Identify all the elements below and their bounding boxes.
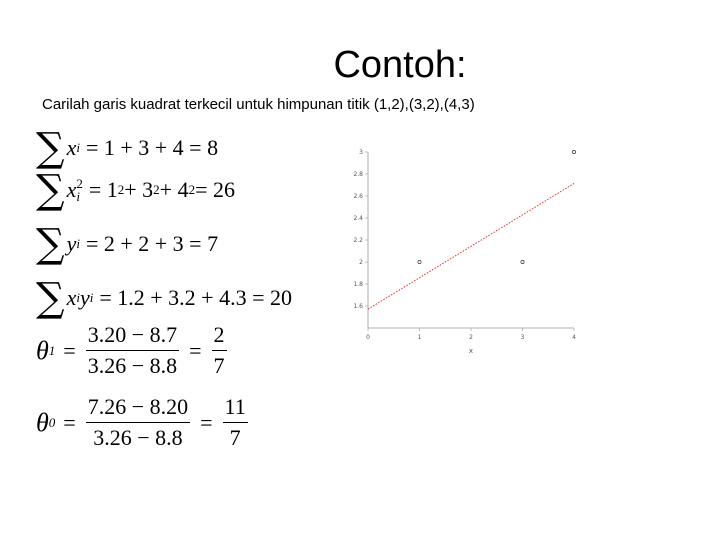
sigma-symbol: ∑ [36, 221, 65, 267]
formula-expr: = 2 + 2 + 3 = 7 [85, 231, 219, 256]
formula-sum-y [36, 221, 219, 267]
slide-title: Contoh: [333, 44, 467, 86]
fraction-numerator: 3.20 − 8.7 [86, 322, 179, 351]
formula-var: y [66, 231, 77, 256]
formula-sub: i [76, 140, 80, 155]
fraction [212, 322, 227, 379]
x-tick-label: 1 [417, 334, 422, 341]
formula-sum-x [36, 125, 219, 171]
fraction-denominator: 3.26 − 8.8 [87, 353, 178, 378]
formula-sum-xy [36, 275, 292, 321]
fraction-denominator: 3.26 − 8.8 [93, 425, 183, 450]
formula-sup: 2 [153, 182, 160, 197]
formula-expr: = 1 + 3 + 4 = 8 [85, 135, 219, 160]
y-tick-label: 2.2 [353, 237, 363, 244]
fraction-numerator: 2 [212, 322, 227, 351]
theta-symbol: θ [36, 407, 49, 437]
formula-var: x [66, 135, 77, 160]
regression-line [368, 183, 574, 309]
formula-expr: = 1 [88, 177, 118, 202]
formula-sub: i [89, 290, 94, 305]
formula-var: x [66, 177, 77, 202]
formula-sub: i [76, 189, 80, 204]
formula-sub: i [76, 290, 80, 305]
data-point [572, 150, 575, 153]
formula-expr: = 26 [195, 177, 236, 202]
sigma-symbol: ∑ [36, 125, 65, 171]
data-point [521, 260, 524, 263]
formula-var: y [79, 285, 90, 310]
x-tick-label: 4 [572, 334, 576, 341]
fraction-numerator: 7.26 − 8.20 [86, 394, 190, 423]
sigma-symbol: ∑ [36, 275, 65, 321]
fraction-numerator: 11 [223, 394, 248, 423]
formula-sup: 2 [117, 182, 125, 197]
fraction-denominator: 7 [213, 353, 225, 378]
theta-symbol: θ [36, 335, 49, 365]
formula-expr: + 3 [124, 177, 154, 202]
formula-var: x [66, 285, 77, 310]
formula-sum-x2 [36, 167, 236, 213]
data-point [418, 260, 421, 263]
slide-subtitle: Carilah garis kuadrat terkecil untuk himpunan titik (1,2),(3,2),(4,3) [42, 96, 475, 113]
formula-sup: 2 [76, 176, 83, 191]
formula-sub: i [76, 236, 80, 251]
y-tick-label: 1.6 [353, 303, 363, 310]
fraction [86, 322, 179, 379]
formula-sup: 2 [188, 182, 196, 197]
y-tick-label: 2.8 [353, 171, 363, 178]
scatter-chart [340, 140, 590, 360]
x-tick-label: 2 [469, 334, 473, 341]
x-axis-label: x [468, 347, 474, 355]
formula-sub: 0 [48, 414, 56, 430]
fraction-denominator: 7 [229, 425, 241, 450]
fraction [223, 394, 248, 451]
formula-sub: 1 [48, 342, 56, 358]
y-tick-label: 2 [359, 259, 363, 266]
formula-theta0: θ 0 = $\frac{7.26 - 8.20}{3.26 - 8.8}$ = $\frac{11}{7}$ [36, 394, 246, 450]
sigma-symbol: ∑ [36, 167, 65, 213]
y-tick-label: 3 [359, 149, 363, 156]
x-tick-label: 0 [366, 334, 370, 341]
x-tick-label: 3 [520, 334, 525, 341]
formula-expr: + 4 [159, 177, 189, 202]
y-tick-label: 1.8 [353, 281, 363, 288]
formula-theta1: θ 1 = $\frac{3.20 - 8.7}{3.26 - 8.8}$ = $\frac{2}{7}$ [36, 322, 225, 378]
y-tick-label: 2.6 [353, 193, 363, 200]
formula-expr: = 1.2 + 3.2 + 4.3 = 20 [99, 285, 292, 310]
fraction [86, 394, 190, 451]
y-tick-label: 2.4 [353, 215, 363, 222]
